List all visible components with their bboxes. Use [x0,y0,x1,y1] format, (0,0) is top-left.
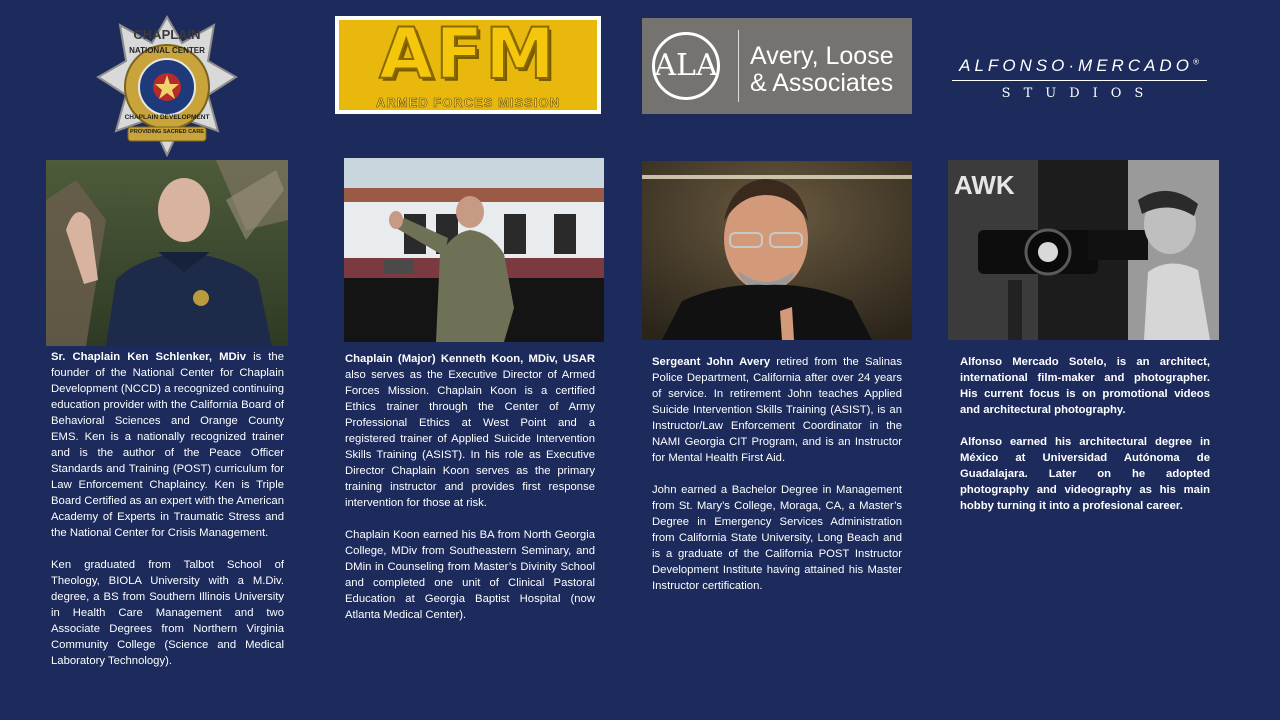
am-logo-name [950,56,1208,76]
afm-logo-text: AFM [379,13,557,95]
bio-koon-name: Chaplain (Major) Kenneth Koon, MDiv, USAR [345,353,595,365]
bio-avery-p1 [652,354,902,466]
nccd-badge-logo [96,15,238,157]
photo-alfonso-mercado [948,160,1219,340]
svg-text:AWK: AWK [954,170,1015,200]
afm-logo [335,13,601,114]
am-logo-reg: ® [1192,57,1199,67]
nccd-banner: PROVIDING SACRED CARE [130,129,204,135]
am-logo-studios: STUDIOS [1001,86,1157,101]
ala-name-line1: Avery, Loose [750,42,894,70]
bio-john-avery [652,354,902,610]
bio-alfonso-mercado [960,354,1210,530]
ala-monogram: ALA [654,48,718,83]
am-logo-name-text: ALFONSO·MERCADO [959,56,1193,75]
bio-alfonso-p1: Alfonso Mercado Sotelo, is an architect, international film-maker and photographer. His current focus is on promotional videos and architectural photography. [960,356,1210,416]
bio-avery-p2: John earned a Bachelor Degree in Management from St. Mary’s College, Moraga, CA, a Master’s Degree in Emergency Services Administration from California State University, Long Beach and is a graduate of the California POST Instructor Development Institute having attained his Master Instructor certification. [652,484,902,592]
bio-koon-p2: Chaplain Koon earned his BA from North Georgia College, MDiv from Southeastern Seminary, and DMin in Counseling from Master’s Divinity School and completed one unit of Clinical Pastoral Education at Georgia Baptist Hospital (now Atlanta Medical Center). [345,529,595,621]
photo-john-avery [642,161,912,340]
bio-avery-p1-text: retired from the Salinas Police Department, California after over 24 years of service. In retirement John teaches Applied Suicide Intervention Skills Training (ASIST), is an Instructor/Law Enforcement Coordinator in the NAMI Georgia CIT Program, and is an Instructor for Mental Health First Aid. [652,356,902,464]
bio-alfonso-p2: Alfonso earned his architectural degree in México at Universidad Autónoma de Guadalajara. Later on he adopted photography and videography as his main hobby turning it into a profesional career. [960,436,1210,512]
bio-ken-name: Sr. Chaplain Ken Schlenker, MDiv [51,351,247,363]
bio-ken-p1 [51,349,284,541]
nccd-top-text: CHAPLAIN [133,27,201,42]
ala-name-line2: & Associates [750,69,894,97]
bio-ken-p2: Ken graduated from Talbot School of Theology, BIOLA University with a M.Div. degree, a BS from Southern Illinois University in Health Care Management and two Associate Degrees from Northern Virginia Community College (Science and Medical Laboratory Technology). [51,559,284,667]
alfonso-mercado-logo [950,56,1208,106]
bio-ken-p1-text: is the founder of the National Center for Chaplain Development (NCCD) a recognized continuing education provider with the California Board of Behavioral Sciences and Orange County EMS. Ken is a nationally recognized trainer and is the author of the Peace Officer Standards and Training (POST) curriculum for Law Enforcement Chaplaincy. Ken is Triple Board Certified as an expert with the American Academy of Experts in Traumatic Stress and the National Center for Crisis Management. [51,351,284,539]
afm-logo-subtitle: ARMED FORCES MISSION [376,95,560,110]
nccd-ring-top: NATIONAL CENTER [129,46,205,55]
bio-avery-name: Sergeant John Avery [652,356,771,368]
bio-koon-p1-text: also serves as the Executive Director of Armed Forces Mission. Chaplain Koon is a certified Ethics trainer through the Center of Army Professional Ethics at West Point and a registered trainer of Applied Suicide Intervention Skills Training (ASIST). In his role as Executive Director Chaplain Koon serves as the primary training instructor and provides first response intervention for those at risk. [345,369,595,509]
nccd-ring-bottom: CHAPLAIN DEVELOPMENT [124,114,210,121]
am-logo-rule [952,80,1207,81]
bio-koon-p1 [345,351,595,511]
ala-logo [642,18,912,114]
bio-ken-schlenker [51,349,284,685]
ala-divider [738,30,739,102]
bio-kenneth-koon [345,351,595,639]
photo-kenneth-koon [344,158,604,342]
photo-ken-schlenker [46,160,288,346]
